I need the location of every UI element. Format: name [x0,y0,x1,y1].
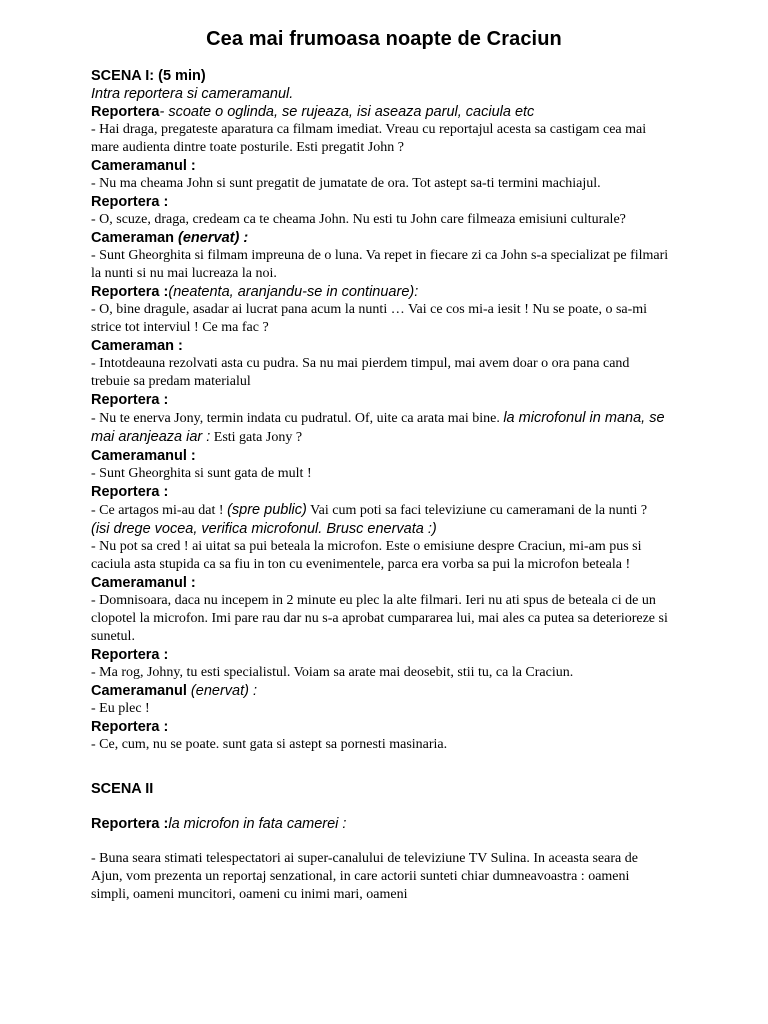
speaker-name: Cameramanul : [91,575,196,591]
speaker-name: Reportera : [91,284,169,300]
speaker-name: Reportera : [91,194,169,210]
dialogue-line: - O, scuze, draga, credeam ca te cheama John. Nu esti tu John care filmeaza emisiuni culturale? [91,212,626,227]
stage-direction: la microfonul in mana, se mai aranjeaza iar : [91,410,665,445]
dialogue-line: - O, bine dragule, asadar ai lucrat pana acum la nunti … Vai ce cos mi-a iesit ! Nu se poate, o sa-mi strice tot interviul ! Ce ma fac ? [91,302,648,335]
speaker-name: Reportera : [91,719,169,735]
dialogue-text: Vai cum poti sa faci televiziune cu cameramani de la nunti ? [306,503,648,518]
speaker-name: Cameraman [91,230,175,246]
speaker-name: Cameramanul : [91,448,196,464]
document-body [91,67,671,904]
spacer [91,833,671,850]
dialogue-line: - Nu pot sa cred ! ai uitat sa pui beteala la microfon. Este o emisiune despre Craciun, mi-am pus si caciula asta stupida ca sa fiu in ton cu evenimentele, parca era vorba sa pui la microfon beteala ! [91,539,642,572]
dialogue-line [91,409,671,447]
speaker-name: Cameramanul [91,683,187,699]
speaker-line [91,229,671,247]
spacer [91,798,671,815]
stage-direction: (isi drege vocea, verifica microfonul. Brusc enervata :) [91,521,437,537]
speaker-line [91,283,671,301]
dialogue-line: - Sunt Gheorghita si filmam impreuna de o luna. Va repet in fiecare zi ca John s-a specializat pe filmari la nunti si nu mai lucreaza la noi. [91,248,669,281]
spacer [91,754,671,780]
scene-heading: SCENA I: (5 min) [91,68,206,84]
speaker-name: Reportera : [91,484,169,500]
dialogue-line: - Buna seara stimati telespectatori ai super-canalului de televiziune TV Sulina. In aceasta seara de Ajun, vom prezenta un reportaj senzational, in care actorii sunteti chiar dumneavoastra : oameni simpli, oameni muncitori, oameni cu inimi mari, oameni [91,851,638,902]
document-title: Cea mai frumoasa noapte de Craciun [206,28,562,50]
stage-direction: (enervat) : [186,683,258,699]
dialogue-line: - Sunt Gheorghita si sunt gata de mult ! [91,466,312,481]
speaker-name: Cameramanul : [91,158,196,174]
stage-direction: - scoate o oglinda, se rujeaza, isi aseaza parul, caciula etc [159,104,535,120]
speaker-name: Reportera : [91,647,169,663]
speaker-name: Reportera : [91,392,169,408]
dialogue-line: - Hai draga, pregateste aparatura ca filmam imediat. Vreau cu reportajul acesta sa castigam cea mai mare audienta dintre toate posturile. Esti pregatit John ? [91,122,647,155]
dialogue-line: - Eu plec ! [91,701,150,716]
speaker-name: Cameraman : [91,338,183,354]
speaker-line [91,815,671,833]
speaker-line [91,682,671,700]
stage-direction: (spre public) [227,502,307,518]
speaker-name: Reportera : [91,816,169,832]
dialogue-text: Esti gata Jony ? [210,430,303,445]
speaker-name: Reportera [91,104,160,120]
stage-direction: la microfon in fata camerei : [168,816,347,832]
speaker-line [91,103,671,121]
dialogue-line: - Nu ma cheama John si sunt pregatit de jumatate de ora. Tot astept sa-ti termini machiajul. [91,176,601,191]
scene-heading: SCENA II [91,781,154,797]
dialogue-line: - Intotdeauna rezolvati asta cu pudra. Sa nu mai pierdem timpul, mai avem doar o ora pana cand trebuie sa predam materialul [91,356,630,389]
dialogue-text: - Nu te enerva Jony, termin indata cu pudratul. Of, uite ca arata mai bine. [91,411,504,426]
dialogue-line: - Ma rog, Johny, tu esti specialistul. Voiam sa arate mai deosebit, stii tu, ca la Craciun. [91,665,574,680]
stage-direction: (neatenta, aranjandu-se in continuare): [168,284,419,300]
stage-direction: (enervat) : [174,230,249,246]
stage-direction: Intra reportera si cameramanul. [91,86,294,102]
dialogue-text: - Ce artagos mi-au dat ! [91,503,228,518]
dialogue-line: - Ce, cum, nu se poate. sunt gata si astept sa pornesti masinaria. [91,737,448,752]
dialogue-line: - Domnisoara, daca nu incepem in 2 minute eu plec la alte filmari. Ieri nu ati spus de beteala ci de un clopotel la microfon. Imi pare rau dar nu s-a aprobat cumpararea lui, mai ales ca putea sa deterioreze si sunetul. [91,593,668,644]
dialogue-line [91,501,671,520]
